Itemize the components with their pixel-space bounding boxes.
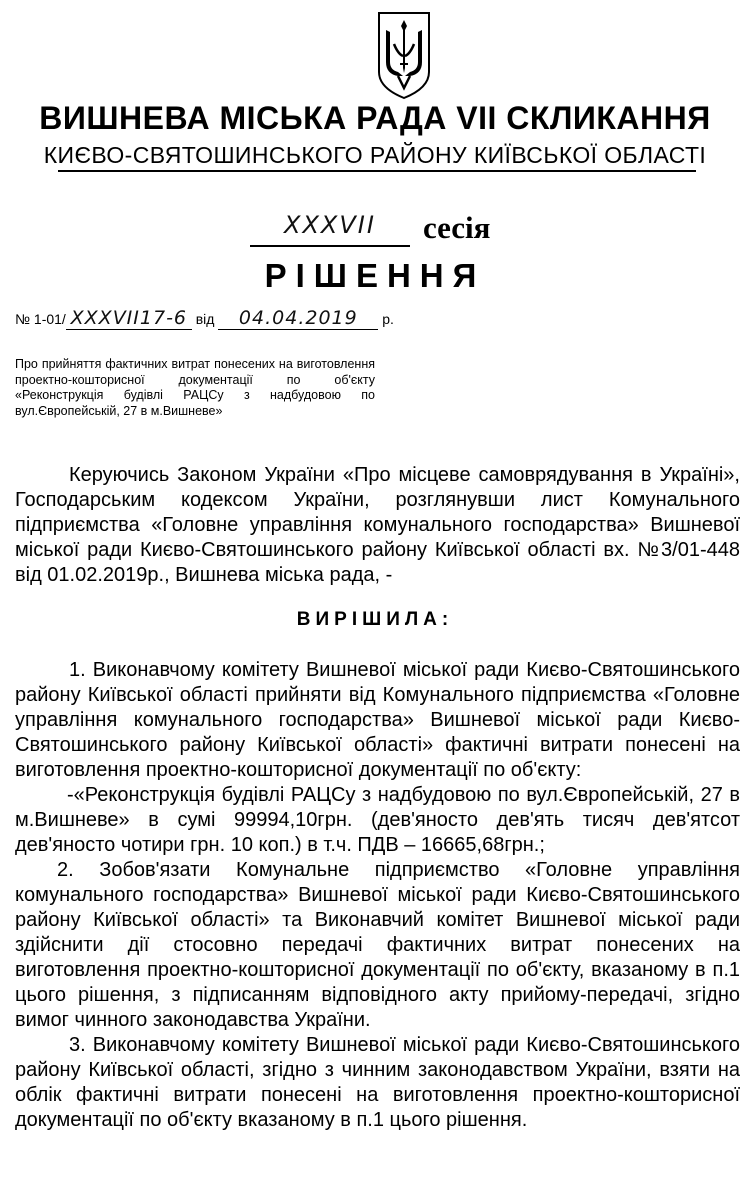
handwritten-date: 04.04.2019 <box>238 307 358 329</box>
preamble-paragraph: Керуючись Законом України «Про місцеве самоврядування в Україні», Господарським кодексом України, розглянувши лист Комунального підприємства «Головне управління комунального господарства» Вишневої міської ради Києво-Святошинського району Київської області вх. №3/01-448 від 01.02.2019р., Вишнева міська рада, - <box>15 464 740 586</box>
decision-item-1: 1. Виконавчому комітету Вишневої міської ради Києво-Святошинського району Київської області прийняти від Комунального підприємства «Головне управління комунального господарства» Вишневої міської ради Києво-Святошинського району Київської області» фактичні витрати понесені на виготовлення проектно-кошторисної документації по об'єкту: <box>15 659 740 781</box>
session-number: XXXVII <box>284 211 376 239</box>
decision-number-row <box>15 307 394 330</box>
decision-subject: Про прийняття фактичних витрат понесених на виготовлення проектно-кошторисної документації по об'єкту «Реконструкція будівлі РАЦСу з надбудовою по вул.Європейській, 27 в м.Вишневе» <box>15 357 375 418</box>
decision-item-2: 2. Зобов'язати Комунальне підприємство «Головне управління комунального господарства» Вишневої міської ради Києво-Святошинського району Київської області» та Виконавчий комітет Вишневої міської ради здійснити дії стосовно передачі фактичних витрат понесених на виготовлення проектно-кошторисної документації по об'єкту, вказаному в п.1 цього рішення, з підписанням відповідного акту прийому-передачі, згідно вимог чинного законодавства України. <box>15 859 740 1031</box>
council-name: ВИШНЕВА МІСЬКА РАДА VII СКЛИКАННЯ <box>39 100 711 136</box>
decision-item-1-subitem: -«Реконструкція будівлі РАЦСу з надбудовою по вул.Європейській, 27 в м.Вишневе» в сумі 99994,10грн. (дев'яносто дев'ять тисяч дев'ятсот дев'яносто чотири грн. 10 коп.) в т.ч. ПДВ – 16665,68грн.; <box>15 784 740 856</box>
decision-item-3: 3. Виконавчому комітету Вишневої міської ради Києво-Святошинського району Київської області, згідно з чинним законодавством України, взяти на облік фактичні витрати понесені на виготовлення проектно-кошторисної документації по об'єкту вказаному в п.1 цього рішення. <box>15 1034 740 1131</box>
coat-of-arms-icon <box>376 10 432 100</box>
from-label: від <box>195 311 215 327</box>
page-title: РІШЕННЯ <box>264 257 486 294</box>
decided-heading: ВИРІШИЛА: <box>296 609 454 630</box>
handwritten-number: XXXVII17-6 <box>70 307 188 329</box>
session-number-field <box>250 211 410 247</box>
session-label: сесія <box>423 210 491 245</box>
decision-items <box>15 658 740 1133</box>
date-suffix: р. <box>382 311 394 327</box>
number-prefix: № 1-01/ <box>15 311 66 327</box>
number-field <box>66 307 192 330</box>
district-name: КИЄВО-СВЯТОШИНСЬКОГО РАЙОНУ КИЇВСЬКОЇ ОБЛАСТІ <box>43 142 707 168</box>
header-divider <box>58 170 696 172</box>
date-field <box>218 307 378 330</box>
